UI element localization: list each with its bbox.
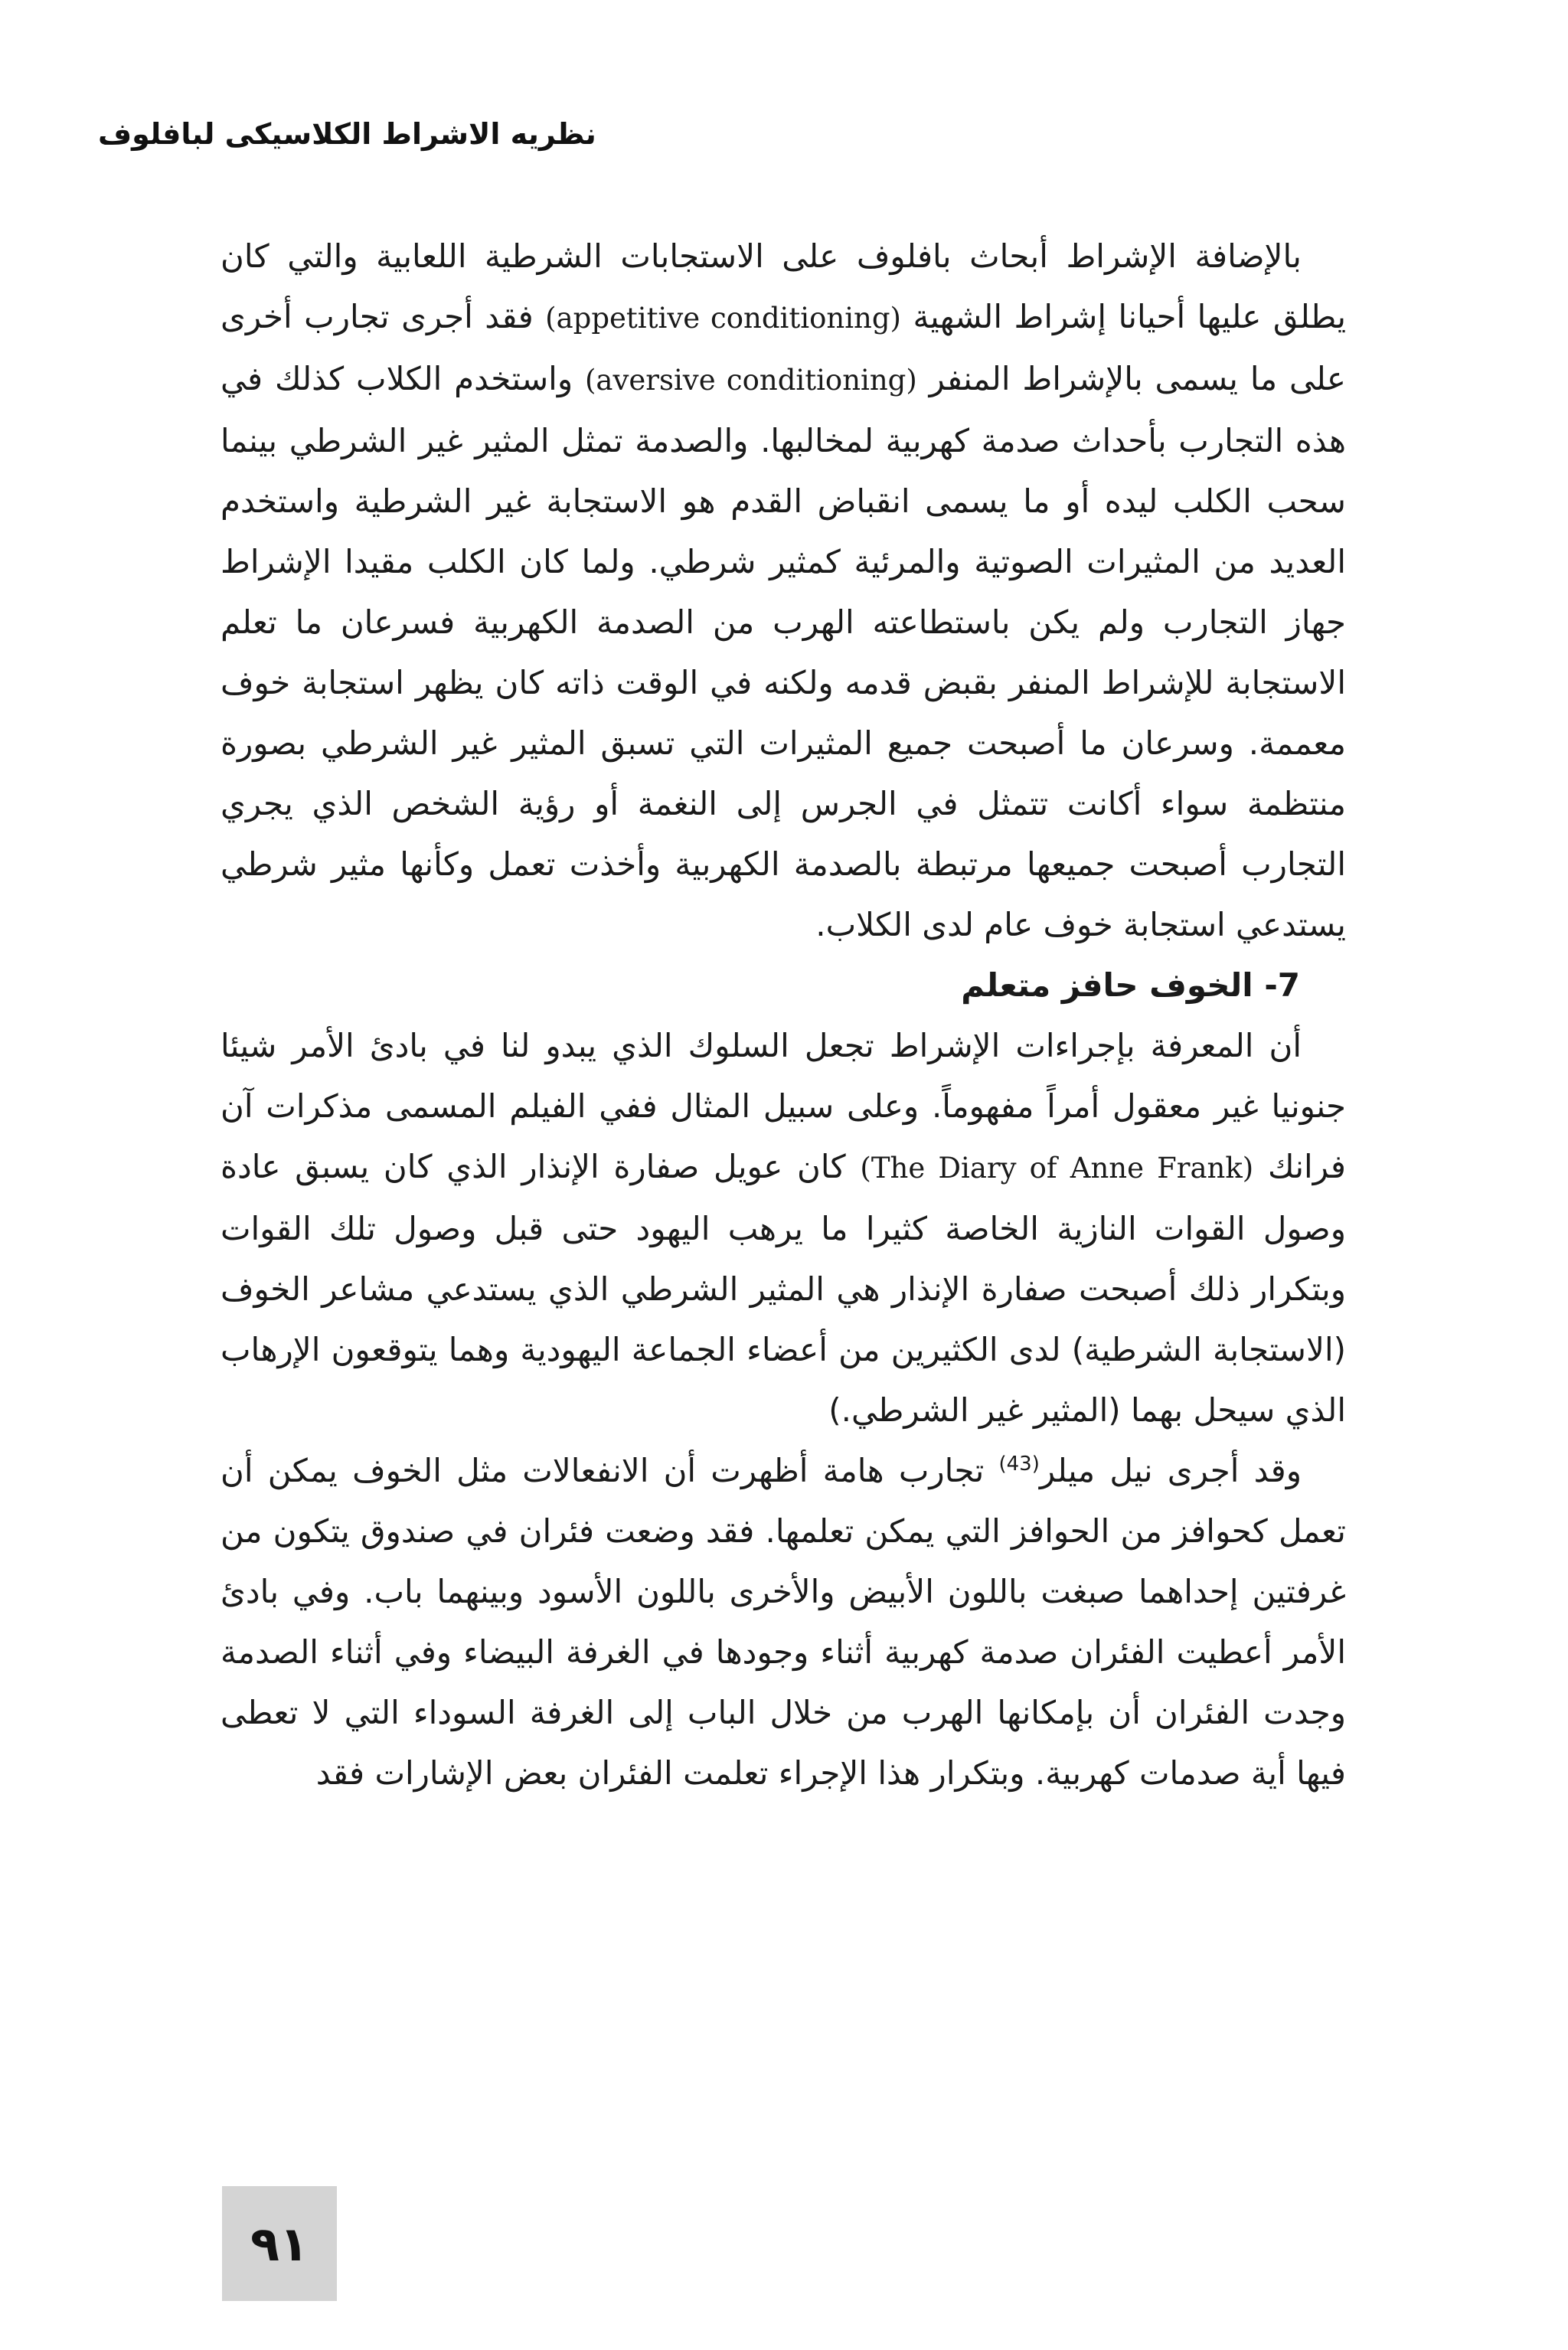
paragraph-text: فقد أجرى تجارب أخرى على ما يسمى بالإشراط المنفر <box>220 298 1346 397</box>
paragraph-text: تجارب هامة أظهرت أن الانفعالات مثل الخوف يمكن أن تعمل كحوافز من الحوافز التي يمكن تعلمها. فقد وضعت فئران في صندوق يتكون من غرفتين إحداهما صبغت باللون الأبيض والأخرى باللون الأسود وبينهما باب. وفي بادئ الأمر أعطيت الفئران صدمة كهربية أثناء وجودها في الغرفة البيضاء وفي أثناء الصدمة وجدت الفئران أن بإمكانها الهرب من خلال الباب إلى الغرفة السوداء التي لا تعطى فيها أية صدمات كهربية. وبتكرار هذا الإجراء تعلمت الفئران بعض الإشارات فقد <box>220 1452 1346 1792</box>
page-number-box <box>222 2186 337 2301</box>
paragraph-text: بالإضافة الإشراط أبحاث بافلوف على الاستجابات الشرطية اللعابية والتي كان يطلق عليها أحيانا إشراط الشهية <box>220 237 1347 335</box>
english-term: (aversive conditioning) <box>585 364 917 397</box>
paragraph-text: كان عويل صفارة الإنذار الذي كان يسبق عادة وصول القوات النازية الخاصة كثيرا ما يرهب اليهود حتى قبل وصول تلك القوات وبتكرار ذلك أصبحت صفارة الإنذار هي المثير الشرطي الذي يستدعي مشاعر الخوف (الاستجابة الشرطية) لدى الكثيرين من أعضاء الجماعة اليهودية وهما يتوقعون الإرهاب الذي سيحل بهما (المثير غير الشرطي.) <box>220 1148 1346 1429</box>
paragraph-miller-experiments <box>220 1440 1346 1803</box>
paragraph-text: وقد أجرى نيل ميلر <box>1039 1452 1302 1489</box>
paragraph-fear-learned-drive <box>220 1015 1346 1440</box>
paragraph-text: أن المعرفة بإجراءات الإشراط تجعل السلوك الذي يبدو لنا في بادئ الأمر شيئا جنونيا غير معقول أمراً مفهوماً. وعلى سبيل المثال ففي الفيلم المسمى مذكرات آن فرانك <box>220 1027 1346 1185</box>
paragraph-aversive-conditioning <box>220 226 1346 955</box>
footnote-reference: (43) <box>998 1453 1040 1476</box>
page-number: ٩١ <box>250 2215 309 2272</box>
running-header: نظريه الاشراط الكلاسيكى لبافلوف <box>98 117 596 151</box>
paragraph-text: واستخدم الكلاب كذلك في هذه التجارب بأحداث صدمة كهربية لمخالبها. والصدمة تمثل المثير غير الشرطي بينما سحب الكلب ليده أو ما يسمى انقباض القدم هو الاستجابة غير الشرطية واستخدم العديد من المثيرات الصوتية والمرئية كمثير شرطي. ولما كان الكلب مقيدا الإشراط جهاز التجارب ولم يكن باستطاعته الهرب من الصدمة الكهربية فسرعان ما تعلم الاستجابة للإشراط المنفر بقبض قدمه ولكنه في الوقت ذاته كان يظهر استجابة خوف معممة. وسرعان ما أصبحت جميع المثيرات التي تسبق المثير غير الشرطي بصورة منتظمة سواء أكانت تتمثل في الجرس إلى النغمة أو رؤية الشخص الذي يجري التجارب أصبحت جميعها مرتبطة بالصدمة الكهربية وأخذت تعمل وكأنها مثير شرطي يستدعي استجابة خوف عام لدى الكلاب. <box>220 360 1346 943</box>
english-term: (appetitive conditioning) <box>545 302 901 335</box>
english-term: (The Diary of Anne Frank) <box>860 1152 1254 1185</box>
body-text <box>220 226 1346 1803</box>
section-heading: 7- الخوف حافز متعلم <box>961 966 1300 1004</box>
